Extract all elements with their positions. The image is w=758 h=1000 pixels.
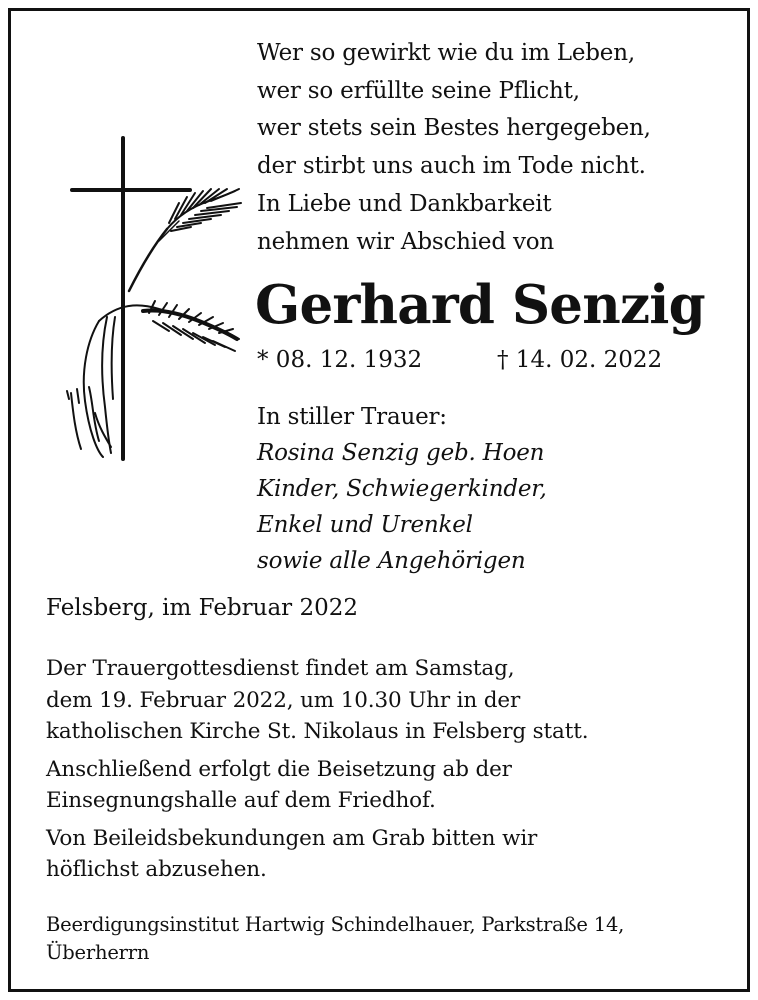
mourner-line: Enkel und Urenkel — [257, 512, 473, 538]
cross-with-wheat-icon — [59, 131, 249, 466]
mourners-block — [257, 399, 547, 579]
poem-line: wer stets sein Bestes hergegeben, — [257, 115, 651, 141]
service-line: höflichst abzusehen. — [46, 857, 267, 882]
service-line: Von Beileidsbekundungen am Grab bitten wir — [46, 825, 538, 851]
service-info — [46, 647, 736, 892]
service-line: Einsegnungshalle auf dem Friedhof. — [46, 788, 436, 813]
funeral-home-footer — [46, 911, 624, 967]
mourner-line: sowie alle Angehörigen — [257, 548, 526, 574]
farewell-intro — [257, 186, 554, 261]
obituary-notice — [8, 8, 750, 992]
deceased-name: Gerhard Senzig — [255, 274, 705, 336]
intro-line: nehmen wir Abschied von — [257, 228, 555, 255]
memorial-poem — [257, 35, 651, 185]
mourner-line: Rosina Senzig geb. Hoen — [257, 440, 545, 466]
service-line: Anschließend erfolgt die Beisetzung ab der — [46, 756, 512, 782]
life-dates — [257, 343, 663, 377]
footer-line: Beerdigungsinstitut Hartwig Schindelhauer, Parkstraße 14, — [46, 913, 625, 936]
death-date: † 14. 02. 2022 — [497, 347, 663, 373]
poem-line: der stirbt uns auch im Tode nicht. — [257, 152, 646, 179]
intro-line: In Liebe und Dankbarkeit — [257, 191, 552, 217]
mourning-heading: In stiller Trauer: — [257, 404, 447, 430]
poem-line: wer so erfüllte seine Pflicht, — [257, 77, 580, 104]
footer-line: Überherrn — [46, 941, 150, 964]
service-line: Der Trauergottesdienst findet am Samstag, — [46, 656, 515, 681]
service-line: katholischen Kirche St. Nikolaus in Felsberg statt. — [46, 719, 589, 744]
poem-line: Wer so gewirkt wie du im Leben, — [257, 40, 635, 66]
mourner-line: Kinder, Schwiegerkinder, — [257, 476, 547, 502]
birth-date: * 08. 12. 1932 — [257, 347, 423, 373]
place-and-date: Felsberg, im Februar 2022 — [46, 595, 359, 621]
service-line: dem 19. Februar 2022, um 10.30 Uhr in der — [46, 687, 521, 713]
